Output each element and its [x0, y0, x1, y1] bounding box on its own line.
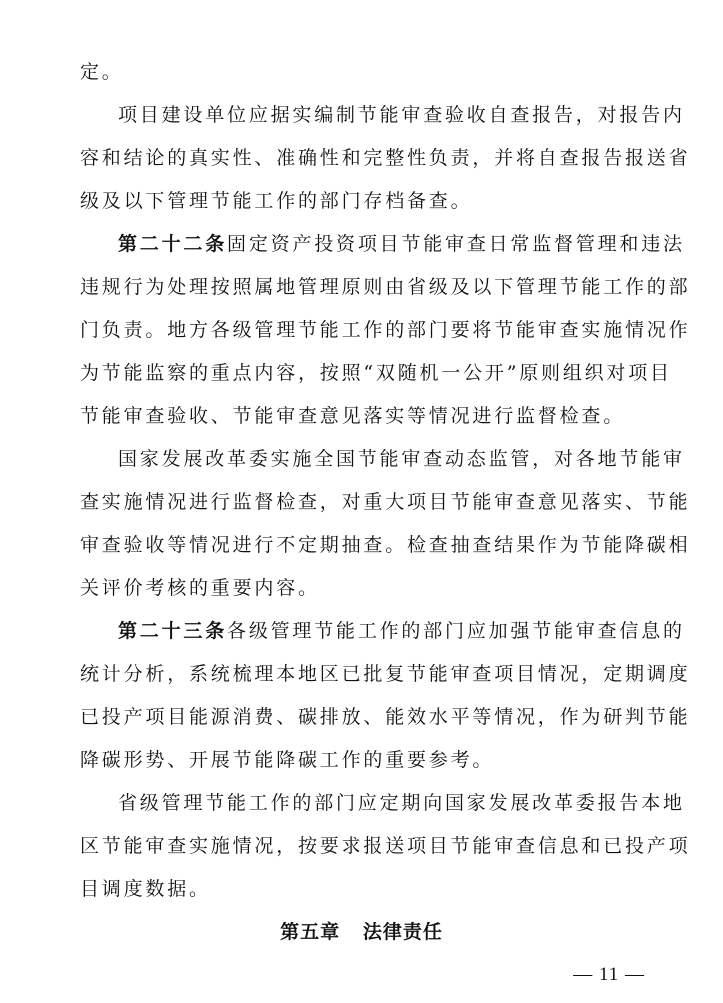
text-line: 统计分析，系统梳理本地区已批复节能审查项目情况，定期调度: [80, 663, 691, 685]
article-22-text: 固定资产投资项目节能审查日常监督管理和违法: [227, 233, 685, 255]
text-line: 关评价考核的重要内容。: [80, 577, 320, 599]
text-line: 违规行为处理按照属地管理原则由省级及以下管理节能工作的部: [80, 276, 691, 298]
article-23-heading: 第二十三条: [118, 620, 228, 642]
text-line: 容和结论的真实性、准确性和完整性负责，并将自查报告报送省: [80, 147, 691, 169]
text-line: 已投产项目能源消费、碳排放、能效水平等情况，作为研判节能: [80, 706, 691, 728]
article-22-heading: 第二十二条: [118, 233, 228, 255]
text-line: 国家发展改革委实施全国节能审查动态监管，对各地节能审: [118, 448, 685, 470]
text-line: 级及以下管理节能工作的部门存档备查。: [80, 190, 473, 212]
text-line: 为节能监察的重点内容，按照“双随机一公开”原则组织对项目: [80, 362, 672, 384]
text-line: 定。: [80, 61, 124, 83]
text-line: 节能审查验收、节能审查意见落实等情况进行监督检查。: [80, 405, 626, 427]
article-23-text: 各级管理节能工作的部门应加强节能审查信息的: [227, 620, 685, 642]
article-23-line: [118, 611, 685, 651]
article-22-line: [118, 224, 685, 264]
chapter-title: 第五章 法律责任: [280, 921, 443, 943]
text-line: 查实施情况进行监督检查，对重大项目节能审查意见落实、节能: [80, 491, 691, 513]
text-line: 省级管理节能工作的部门应定期向国家发展改革委报告本地: [118, 792, 685, 814]
text-line: 门负责。地方各级管理节能工作的部门要将节能审查实施情况作: [80, 319, 691, 341]
text-line: 区节能审查实施情况，按要求报送项目节能审查信息和已投产项: [80, 835, 691, 857]
text-line: 项目建设单位应据实编制节能审查验收自查报告，对报告内: [118, 104, 685, 126]
text-line: 降碳形势、开展节能降碳工作的重要参考。: [80, 749, 495, 771]
text-line: 审查验收等情况进行不定期抽查。检查抽查结果作为节能降碳相: [80, 534, 691, 556]
text-line: 目调度数据。: [80, 878, 211, 900]
page-number: — 11 —: [573, 964, 645, 985]
